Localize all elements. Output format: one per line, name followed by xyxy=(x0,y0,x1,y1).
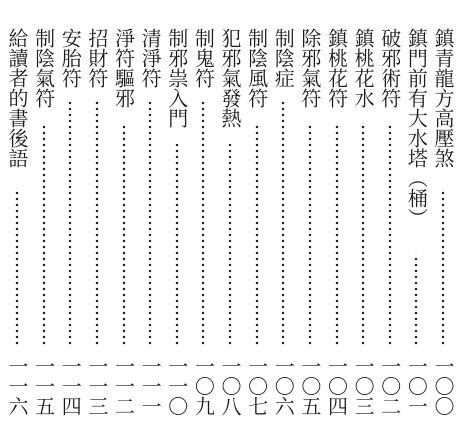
toc-entry-title: 制陰風符 xyxy=(244,28,269,108)
table-of-contents xyxy=(6,14,454,434)
toc-leader-dots xyxy=(308,122,312,346)
toc-entry[interactable] xyxy=(379,14,401,434)
toc-entry[interactable] xyxy=(246,14,268,434)
toc-entry-title: 鎮桃花符 xyxy=(324,28,349,108)
toc-leader-dots xyxy=(122,122,126,346)
toc-leader-dots xyxy=(388,122,392,346)
toc-leader-dots xyxy=(148,100,152,346)
toc-entry[interactable] xyxy=(432,14,454,434)
toc-leader-dots xyxy=(15,188,19,346)
toc-entry-title: 除邪氣符 xyxy=(297,28,322,108)
toc-entry-page-number: 一一二 xyxy=(111,356,136,416)
toc-entry[interactable] xyxy=(166,14,188,434)
toc-entry-title: 淨符驅邪 xyxy=(111,28,136,108)
toc-leader-dots xyxy=(335,122,339,346)
toc-entry[interactable] xyxy=(33,14,55,434)
toc-entry[interactable] xyxy=(405,14,427,434)
toc-entry-title: 制陰症 xyxy=(271,28,296,88)
toc-leader-dots xyxy=(68,100,72,346)
toc-entry[interactable] xyxy=(59,14,81,434)
toc-entry-page-number: 一〇九 xyxy=(191,356,216,416)
toc-entry[interactable] xyxy=(6,14,28,434)
toc-entry[interactable] xyxy=(326,14,348,434)
toc-entry-title: 制鬼符 xyxy=(191,28,216,88)
toc-leader-dots xyxy=(201,100,205,346)
toc-entry-title: 安胎符 xyxy=(58,28,83,88)
toc-entry-page-number: 一〇八 xyxy=(218,356,242,416)
toc-entry-page-number: 一〇七 xyxy=(244,356,269,416)
toc-entry[interactable] xyxy=(86,14,108,434)
toc-leader-dots xyxy=(228,144,232,346)
toc-entry[interactable] xyxy=(192,14,214,434)
toc-leader-dots xyxy=(255,122,259,346)
toc-entry-page-number: 一一四 xyxy=(58,356,83,416)
toc-entry-title: 制邪祟入門 xyxy=(164,28,189,128)
toc-entry-title: 鎮桃花水 xyxy=(351,28,376,108)
toc-entry-page-number: 一〇六 xyxy=(271,356,296,416)
toc-entry[interactable] xyxy=(219,14,241,434)
toc-entry-title: 清淨符 xyxy=(138,28,163,88)
toc-entry-page-number: 一〇〇 xyxy=(431,356,455,416)
toc-entry[interactable] xyxy=(139,14,161,434)
toc-entry-page-number: 一一一 xyxy=(138,356,163,416)
toc-entry-title: 招財符 xyxy=(84,28,109,88)
toc-entry-page-number: 一一五 xyxy=(31,356,56,416)
toc-entry-title: 制陰氣符 xyxy=(31,28,56,108)
toc-leader-dots xyxy=(281,100,285,346)
toc-leader-dots xyxy=(361,122,365,346)
toc-entry[interactable] xyxy=(352,14,374,434)
toc-entry-title: 鎮門前有大水塔（桶） xyxy=(404,28,429,228)
toc-leader-dots xyxy=(42,122,46,346)
toc-entry-page-number: 一一〇 xyxy=(164,356,189,416)
toc-entry-page-number: 一〇五 xyxy=(297,356,322,416)
toc-leader-dots xyxy=(95,100,99,346)
toc-entry-page-number: 一〇二 xyxy=(377,356,402,416)
toc-leader-dots xyxy=(441,188,445,346)
toc-entry-title: 給讀者的書後語 xyxy=(5,28,29,168)
toc-entry-title: 犯邪氣發熱 xyxy=(218,28,242,128)
toc-entry-title: 鎮青龍方高壓煞 xyxy=(431,28,455,168)
toc-entry-page-number: 一一六 xyxy=(5,356,29,416)
toc-entry[interactable] xyxy=(272,14,294,434)
toc-entry-page-number: 一〇一 xyxy=(404,356,429,416)
toc-leader-dots xyxy=(175,144,179,346)
toc-entry-page-number: 一〇四 xyxy=(324,356,349,416)
toc-leader-dots xyxy=(414,254,418,346)
toc-entry[interactable] xyxy=(299,14,321,434)
toc-entry-title: 破邪術符 xyxy=(377,28,402,108)
toc-entry-page-number: 一一三 xyxy=(84,356,109,416)
toc-entry[interactable] xyxy=(113,14,135,434)
toc-entry-page-number: 一〇三 xyxy=(351,356,376,416)
